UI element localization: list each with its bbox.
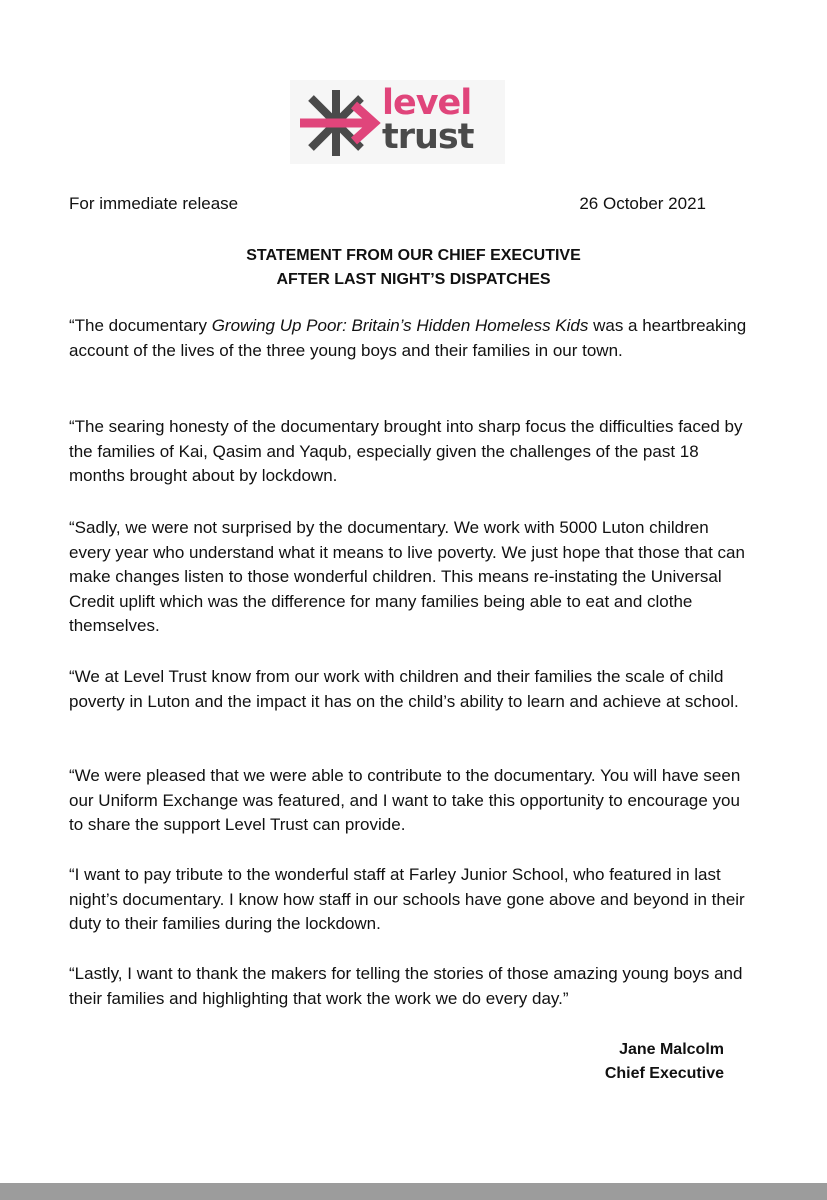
paragraph-documentary-intro: “The documentary [69,316,212,335]
statement-heading-line-2: AFTER LAST NIGHT’S DISPATCHES [276,271,551,288]
paragraph-thanks: “Lastly, I want to thank the makers for telling the stories of those amazing young boys and their families and highlighting that work the work we do every day.” [69,964,743,1008]
bottom-bar [0,1183,827,1200]
logo-word-level: level [382,83,472,123]
paragraph-uniform-exchange: “We were pleased that we were able to contribute to the documentary. You will have seen our Uniform Exchange was featured, and I want to take this opportunity to encourage you to share the support Level Trust can provide. [69,766,741,834]
signature-block [605,1038,724,1086]
release-line [69,193,709,215]
logo-word-trust: trust [382,117,474,157]
paragraph-child-poverty: “We at Level Trust know from our work with children and their families the scale of child poverty in Luton and the impact it has on the child’s ability to learn and achieve at school. [69,667,739,711]
paragraph-not-surprised: “Sadly, we were not surprised by the documentary. We work with 5000 Luton children every year who understand what it means to live poverty. We just hope that those that can make changes listen to those wonderful children. This means re-instating the Universal Credit uplift which was the difference for many families being able to eat and clothe themselves. [69,518,745,635]
documentary-title: Growing Up Poor: Britain’s Hidden Homeless Kids [211,316,589,335]
signature-title: Chief Executive [604,1065,724,1082]
level-trust-logo [290,80,505,164]
statement-heading-line-1: STATEMENT FROM OUR CHIEF EXECUTIVE [246,247,581,264]
signature-name: Jane Malcolm [619,1041,724,1058]
paragraph-documentary [69,314,749,363]
paragraph-farley-junior: “I want to pay tribute to the wonderful staff at Farley Junior School, who featured in last night’s documentary. I know how staff in our schools have gone above and beyond in their duty to their families during the lockdown. [69,865,745,933]
release-label: For immediate release [69,194,239,213]
level-trust-mark-icon [290,80,382,164]
release-date: 26 October 2021 [579,194,706,213]
paragraph-documentary-rest: was a heartbreaking account of the lives of the three young boys and their families in our town. [69,316,747,360]
paragraph-searing-honesty: “The searing honesty of the documentary brought into sharp focus the difficulties faced by the families of Kai, Qasim and Yaqub, especially given the challenges of the past 18 months brought about by lockdown. [69,417,743,485]
